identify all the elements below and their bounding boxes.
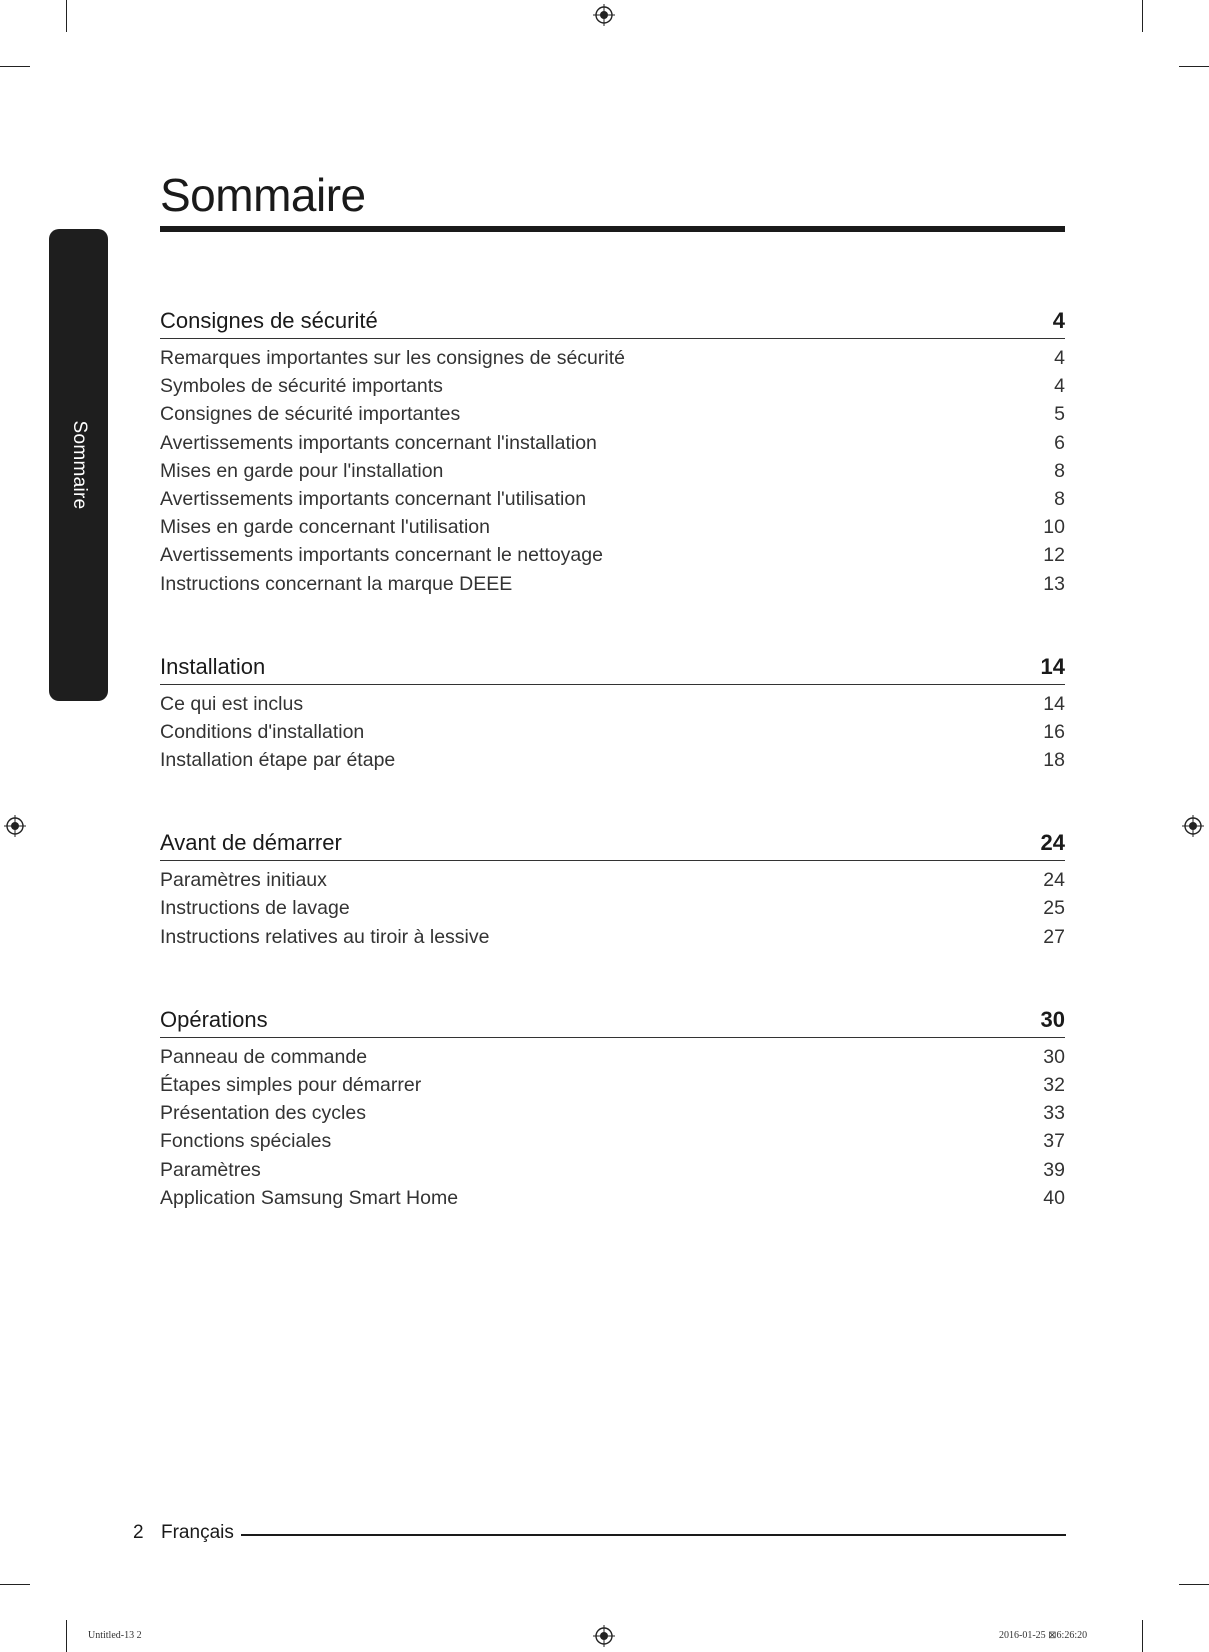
entry-page-number: 8 <box>1054 459 1065 482</box>
section-title: Opérations <box>160 1006 268 1032</box>
title-rule <box>160 226 1065 232</box>
page-footer <box>133 1522 234 1544</box>
entry-label: Paramètres <box>160 1158 261 1181</box>
registration-mark-icon <box>4 815 26 837</box>
toc-entry[interactable] <box>160 746 1065 774</box>
toc-entry[interactable] <box>160 541 1065 569</box>
crop-mark <box>0 1584 30 1585</box>
crop-mark <box>1142 0 1143 32</box>
print-slug-file: Untitled-13 2 <box>88 1630 142 1641</box>
section-page-number: 14 <box>1040 653 1065 679</box>
toc-entry[interactable] <box>160 894 1065 922</box>
entry-label: Avertissements importants concernant l'utilisation <box>160 487 587 510</box>
toc-entry[interactable] <box>160 344 1065 372</box>
side-tab-label: Sommaire <box>68 420 90 510</box>
entry-page-number: 33 <box>1043 1102 1065 1125</box>
crop-mark <box>1179 66 1209 67</box>
entry-page-number: 18 <box>1043 749 1065 772</box>
registration-mark-icon <box>593 1625 615 1647</box>
entry-label: Application Samsung Smart Home <box>160 1186 459 1209</box>
entry-label: Installation étape par étape <box>160 749 396 772</box>
footer-page-number: 2 <box>133 1522 144 1543</box>
entry-page-number: 14 <box>1043 692 1065 715</box>
toc-entry[interactable] <box>160 513 1065 541</box>
crop-mark <box>66 1620 67 1652</box>
entry-label: Avertissements importants concernant l'installation <box>160 431 597 454</box>
toc-entry[interactable] <box>160 372 1065 400</box>
entry-label: Mises en garde concernant l'utilisation <box>160 516 490 539</box>
page-title: Sommaire <box>160 169 366 221</box>
toc-entry[interactable] <box>160 1043 1065 1071</box>
entry-label: Mises en garde pour l'installation <box>160 459 444 482</box>
entry-page-number: 12 <box>1043 544 1065 567</box>
toc-entry[interactable] <box>160 1071 1065 1099</box>
entry-page-number: 13 <box>1043 572 1065 595</box>
toc-section <box>160 646 1065 775</box>
footer-language: Français <box>161 1522 234 1543</box>
section-heading[interactable] <box>160 646 1065 685</box>
entry-page-number: 24 <box>1043 869 1065 892</box>
print-slug-timestamp: 2016-01-25 ⊠6:26:20 <box>999 1630 1088 1641</box>
entry-page-number: 4 <box>1054 347 1065 369</box>
section-page-number: 4 <box>1052 308 1065 333</box>
toc-entry[interactable] <box>160 923 1065 951</box>
registration-mark-icon <box>1182 815 1204 837</box>
footer-rule <box>241 1534 1066 1536</box>
entry-label: Avertissements importants concernant le nettoyage <box>160 544 603 567</box>
crop-mark <box>66 0 67 32</box>
crop-mark <box>1179 1584 1209 1585</box>
toc-entry[interactable] <box>160 1184 1065 1212</box>
section-heading[interactable] <box>160 822 1065 861</box>
entry-page-number: 39 <box>1043 1158 1065 1181</box>
toc-entry[interactable] <box>160 400 1065 428</box>
toc-section <box>160 999 1065 1212</box>
entry-page-number: 25 <box>1043 897 1065 920</box>
table-of-contents <box>160 300 1065 1260</box>
toc-entry[interactable] <box>160 485 1065 513</box>
entry-label: Étapes simples pour démarrer <box>160 1074 422 1096</box>
toc-entry[interactable] <box>160 570 1065 598</box>
entry-label: Instructions de lavage <box>160 897 350 920</box>
entry-page-number: 4 <box>1054 375 1065 398</box>
section-title: Consignes de sécurité <box>160 308 378 333</box>
entry-page-number: 10 <box>1043 516 1065 539</box>
entry-page-number: 30 <box>1043 1045 1065 1068</box>
entry-label: Paramètres initiaux <box>160 869 327 892</box>
side-tab <box>49 229 108 701</box>
entry-label: Remarques importantes sur les consignes de sécurité <box>160 347 625 369</box>
entry-label: Consignes de sécurité importantes <box>160 403 461 426</box>
entry-label: Ce qui est inclus <box>160 692 304 715</box>
crop-mark <box>0 66 30 67</box>
crop-mark <box>1142 1620 1143 1652</box>
entry-label: Fonctions spéciales <box>160 1130 332 1153</box>
entry-label: Instructions relatives au tiroir à lessive <box>160 925 490 948</box>
entry-page-number: 40 <box>1043 1186 1065 1209</box>
section-page-number: 30 <box>1040 1006 1065 1032</box>
toc-entry[interactable] <box>160 1127 1065 1155</box>
entry-page-number: 5 <box>1054 403 1065 426</box>
toc-entry[interactable] <box>160 718 1065 746</box>
section-title: Avant de démarrer <box>160 830 342 856</box>
entry-page-number: 37 <box>1043 1130 1065 1153</box>
entry-label: Symboles de sécurité importants <box>160 375 443 398</box>
toc-entry[interactable] <box>160 866 1065 894</box>
entry-page-number: 32 <box>1043 1074 1065 1096</box>
entry-label: Panneau de commande <box>160 1045 368 1068</box>
entry-page-number: 6 <box>1054 431 1065 454</box>
entry-page-number: 27 <box>1043 925 1065 948</box>
registration-mark-icon <box>593 4 615 26</box>
section-heading[interactable] <box>160 999 1065 1038</box>
toc-entry[interactable] <box>160 457 1065 485</box>
toc-section <box>160 822 1065 951</box>
entry-label: Présentation des cycles <box>160 1102 366 1125</box>
section-title: Installation <box>160 653 266 679</box>
entry-label: Conditions d'installation <box>160 720 365 743</box>
section-heading[interactable] <box>160 300 1065 339</box>
section-page-number: 24 <box>1040 830 1065 856</box>
toc-entry[interactable] <box>160 429 1065 457</box>
entry-page-number: 16 <box>1043 720 1065 743</box>
toc-entry[interactable] <box>160 690 1065 718</box>
entry-page-number: 8 <box>1054 487 1065 510</box>
entry-label: Instructions concernant la marque DEEE <box>160 572 513 595</box>
toc-entry[interactable] <box>160 1099 1065 1127</box>
toc-entry[interactable] <box>160 1156 1065 1184</box>
toc-section <box>160 300 1065 598</box>
